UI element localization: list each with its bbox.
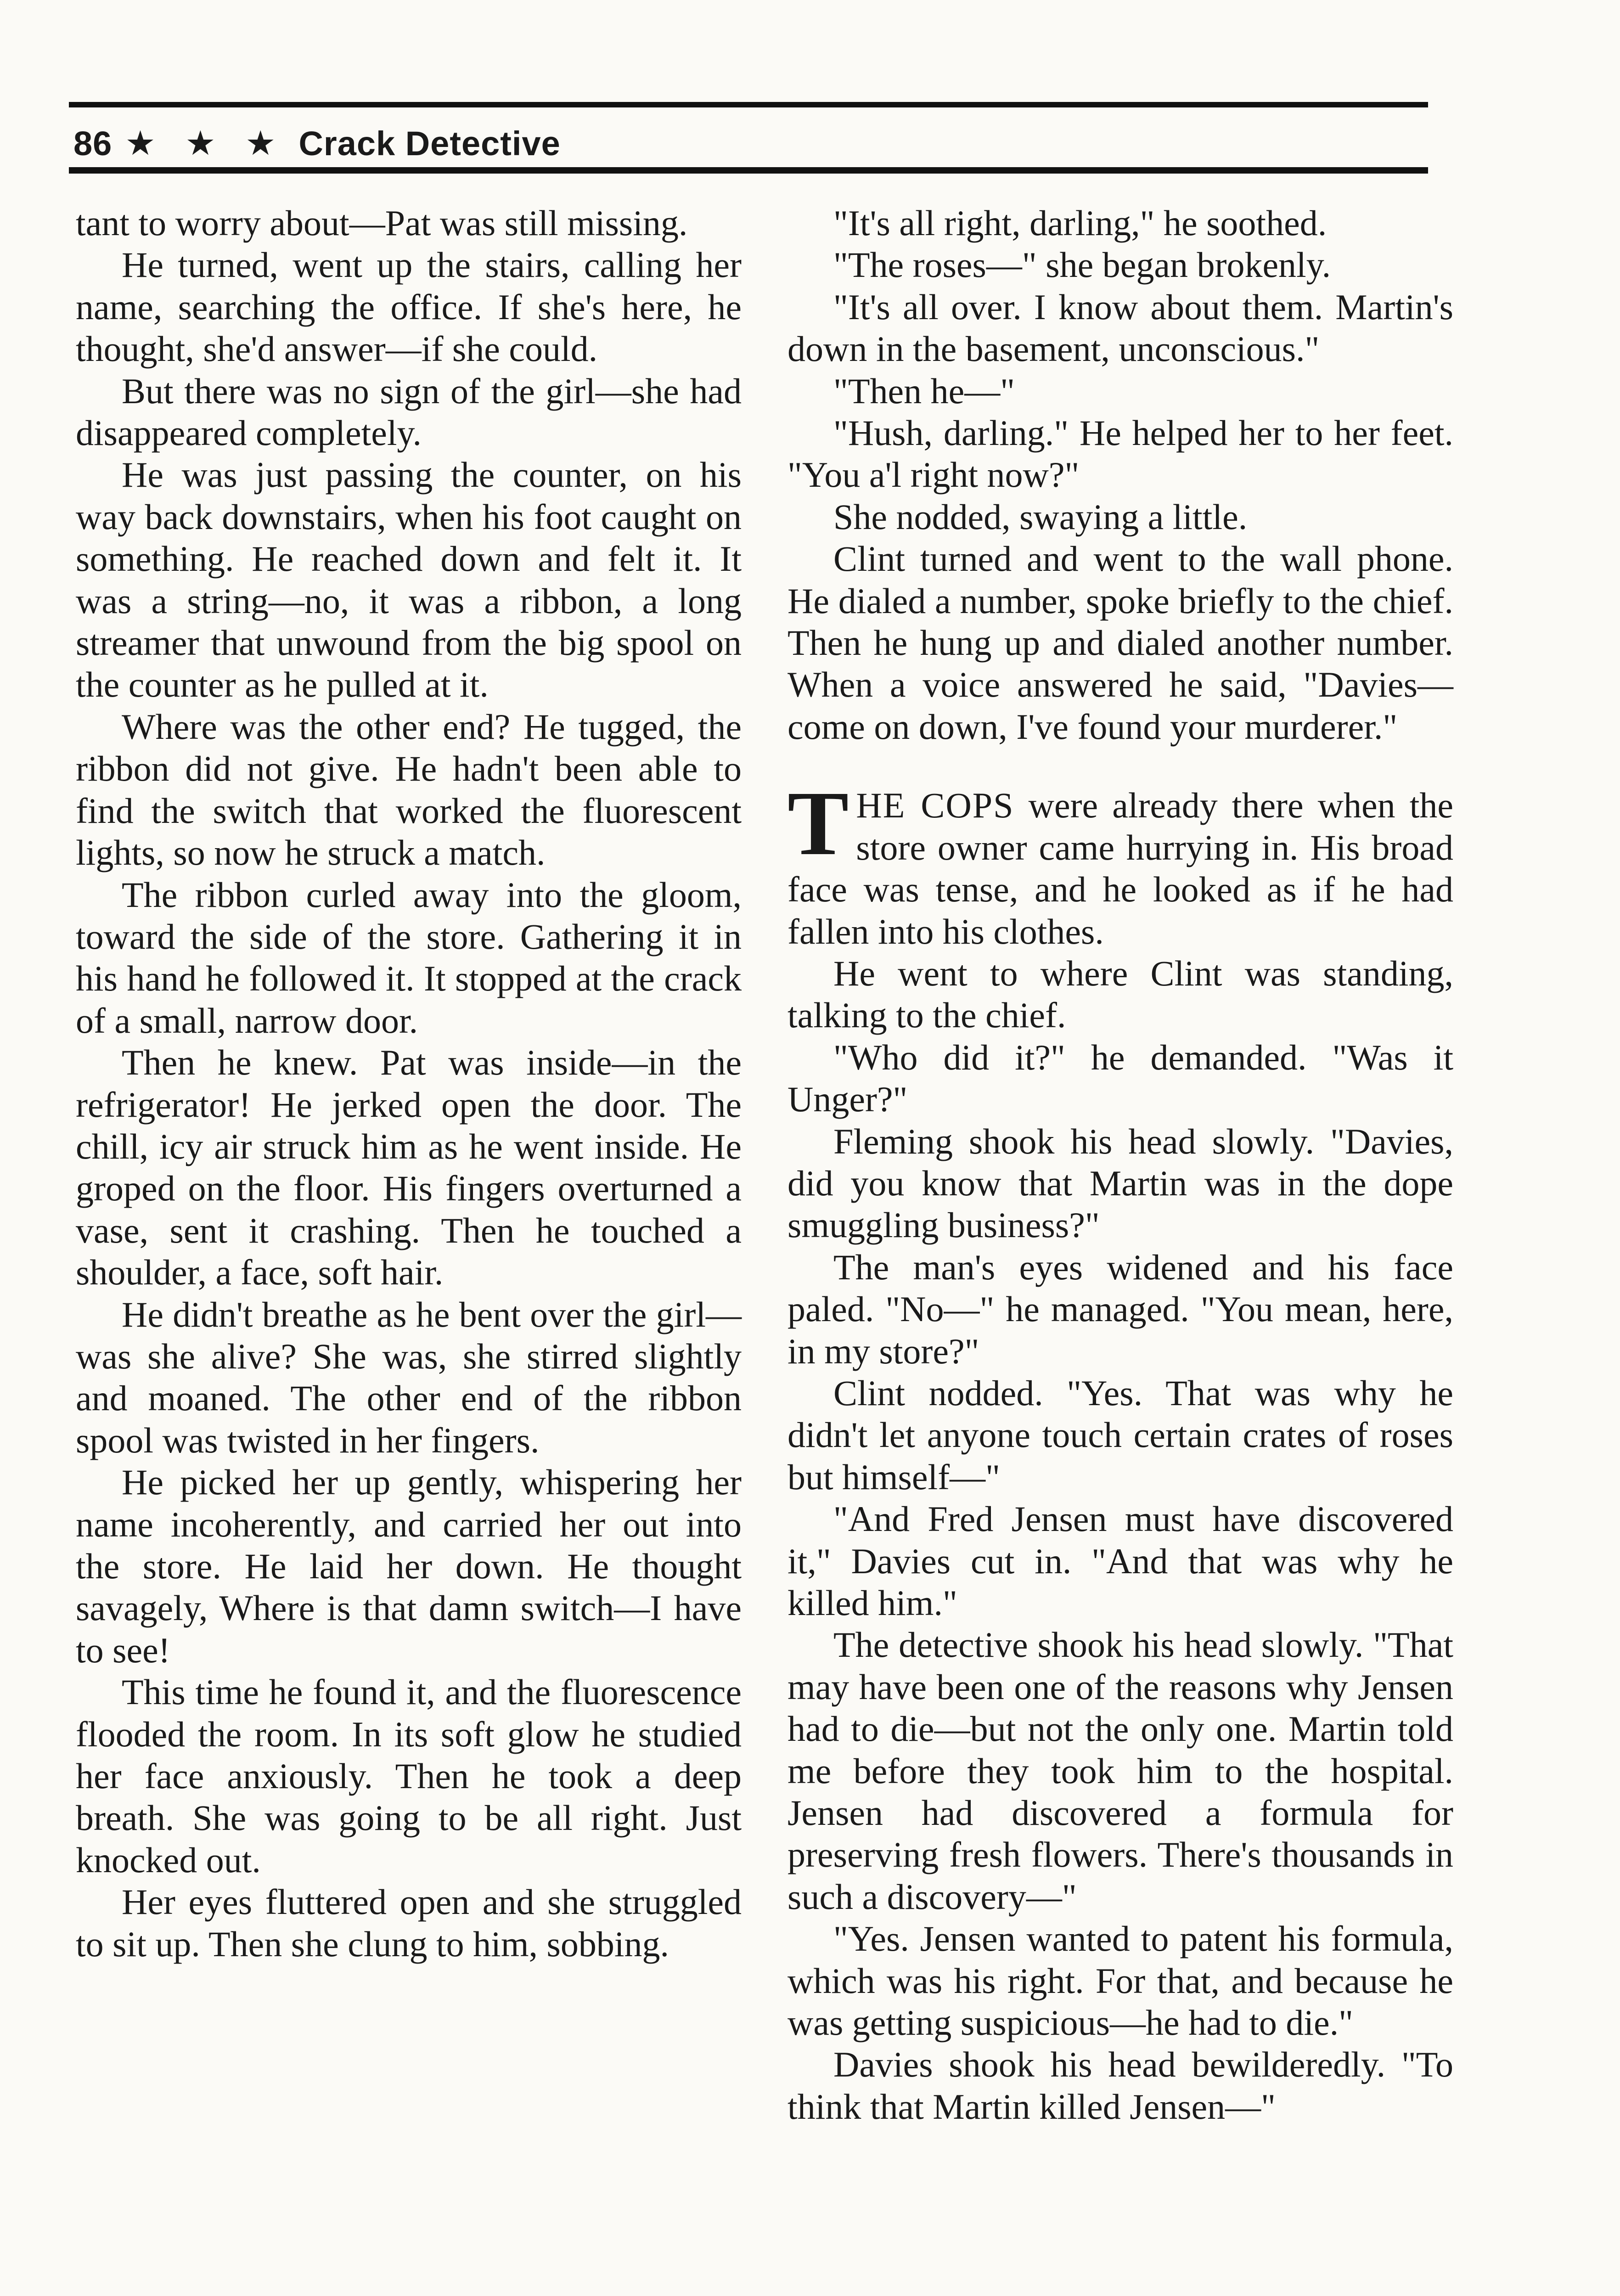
drop-cap: T [788,773,849,875]
paragraph: "It's all over. I know about them. Martin's down in the basement, unconscious." [788,287,1453,369]
paragraph: The ribbon curled away into the gloom, toward the side of the store. Gathering it in his hand he followed it. It stopped at the crack of a small, narrow door. [76,874,742,1041]
paragraph: "It's all right, darling," he soothed. [833,203,1327,243]
paragraph: He was just passing the counter, on his way back downstairs, when his foot caught on something. He reached down and felt it. It was a string—no, it was a ribbon, a long streamer that unwound from the big spool on the counter as he pulled at it. [76,455,742,705]
paragraph: Where was the other end? He tugged, the ribbon did not give. He hadn't been able to find the switch that worked the fluorescent lights, so now he struck a match. [76,706,742,873]
paragraph: Fleming shook his head slowly. "Davies, did you know that Martin was in the dope smuggling business?" [788,1121,1453,1245]
paragraph: Then he knew. Pat was inside—in the refrigerator! He jerked open the door. The chill, icy air struck him as he went inside. He groped on the floor. His fingers overturned a vase, sent it crashing. Then he touched a shoulder, a face, soft hair. [76,1042,742,1293]
left-column [76,202,742,1965]
paragraph: She nodded, swaying a little. [833,496,1248,537]
running-header [73,120,561,166]
paragraph: He didn't breathe as he bent over the girl—was she alive? She was, she stirred slightly and moaned. The other end of the ribbon spool was twisted in her fingers. [76,1294,742,1460]
paragraph: "Hush, darling." He helped her to her feet. "You a'l right now?" [788,413,1453,495]
paragraph: Clint nodded. "Yes. That was why he didn't let anyone touch certain crates of roses but himself—" [788,1373,1453,1497]
paragraph: tant to worry about—Pat was still missing. [76,203,688,243]
paragraph: The detective shook his head slowly. "That may have been one of the reasons why Jensen had to die—but not the only one. Martin told me before they took him to the hospital. Jensen had discovered a formula for preserving fresh flowers. There's thousands in such a discovery—" [788,1625,1453,1917]
star-icons: ★ ★ ★ [125,124,286,162]
paragraph: "The roses—" she began brokenly. [833,245,1331,285]
paragraph: He picked her up gently, whispering her name incoherently, and carried her out into the store. He laid her down. He thought savagely, Where is that damn switch—I have to see! [76,1462,742,1670]
header-rule-bottom [69,167,1428,174]
paragraph: But there was no sign of the girl—she had disappeared completely. [76,371,742,453]
paragraph: Her eyes fluttered open and she struggled to sit up. Then she clung to him, sobbing. [76,1882,742,1964]
paragraph: Clint turned and went to the wall phone. He dialed a number, spoke briefly to the chief. Then he hung up and dialed another number. When a voice answered he said, "Davies—come on down, I've found your murderer." [788,539,1453,747]
section-opening-paragraph [788,773,1453,952]
paragraph: "And Fred Jensen must have discovered it," Davies cut in. "And that was why he killed him." [788,1499,1453,1623]
opening-text: were already there when the store owner came hurrying in. His broad face was tense, and he looked as if he had fallen into his clothes. [788,785,1453,951]
header-rule-top [69,102,1428,107]
page-number: 86 [73,124,112,163]
paragraph: The man's eyes widened and his face paled. "No—" he managed. "You mean, here, in my store?" [788,1247,1453,1371]
paragraph: He turned, went up the stairs, calling her name, searching the office. If she's here, he thought, she'd answer—if she could. [76,245,742,369]
paragraph: This time he found it, and the fluorescence flooded the room. In its soft glow he studied her face anxiously. Then he took a deep breath. She was going to be all right. Just knocked out. [76,1672,742,1880]
paragraph: He went to where Clint was standing, talking to the chief. [788,953,1453,1035]
paragraph: "Then he—" [833,371,1015,411]
paragraph: Davies shook his head bewilderedly. "To think that Martin killed Jensen—" [788,2044,1453,2127]
right-column [788,202,1453,2127]
paragraph: "Who did it?" he demanded. "Was it Unger?" [788,1037,1453,1120]
section-break [788,748,1453,784]
lead-in-smallcaps: HE COPS [856,785,1014,826]
magazine-title: Crack Detective [298,124,561,163]
paragraph: "Yes. Jensen wanted to patent his formula, which was his right. For that, and because he was getting suspicious—he had to die." [788,1919,1453,2043]
